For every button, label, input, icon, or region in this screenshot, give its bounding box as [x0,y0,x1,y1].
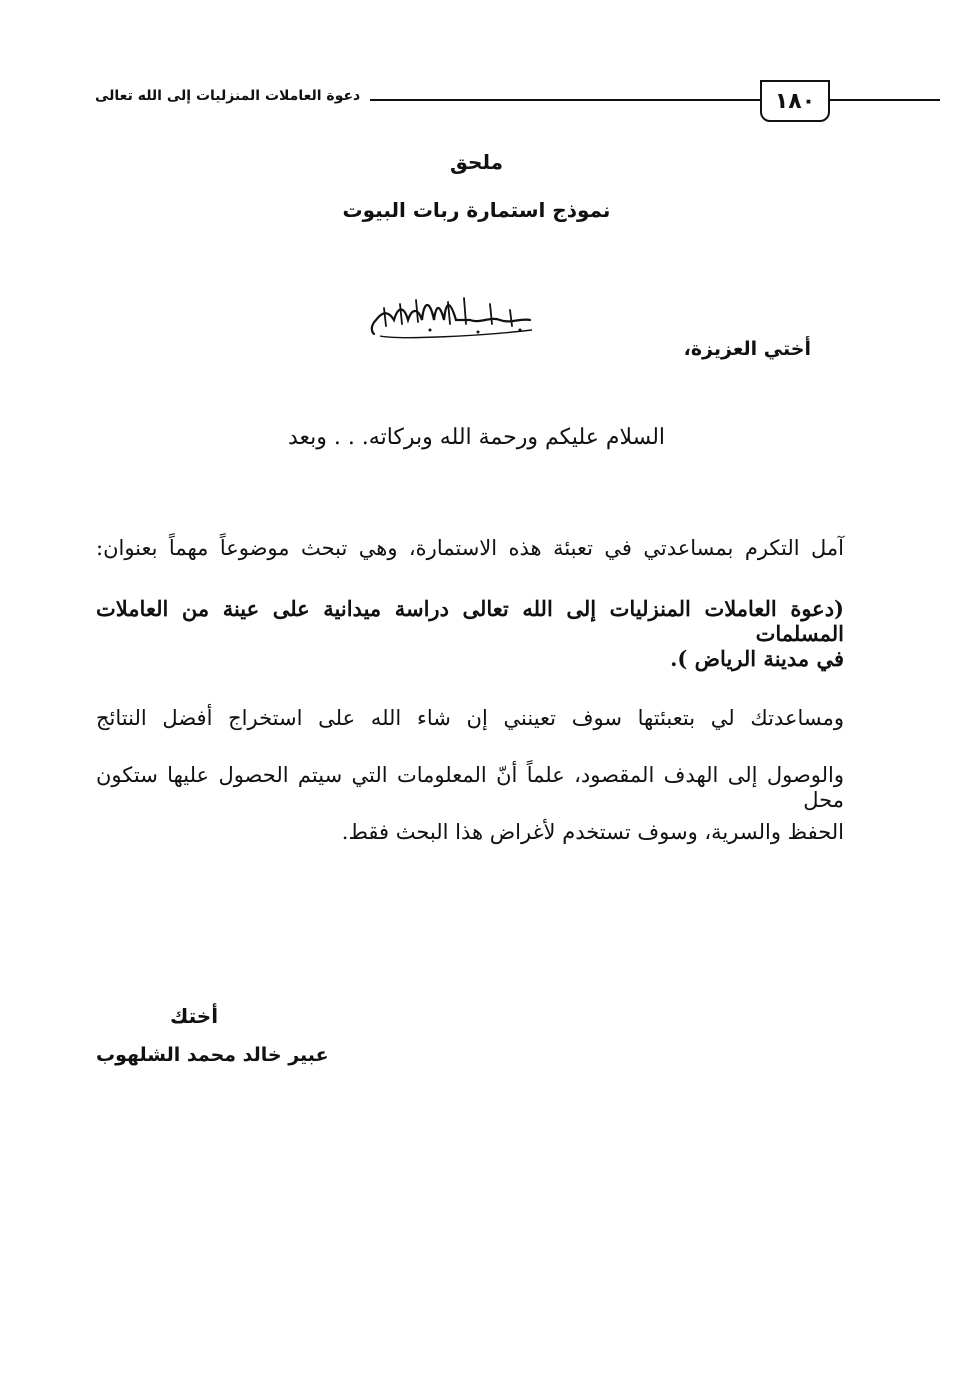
paragraph-line: ومساعدتك لي بتعبئتها سوف تعينني إن شاء الله على استخراج أفضل النتائج [96,706,844,730]
header-rule-left [370,99,760,101]
author-name: عبير خالد محمد الشلهوب [96,1044,329,1066]
basmala-calligraphy [360,290,540,342]
paragraph-line: الحفظ والسرية، وسوف تستخدم لأغراض هذا البحث فقط. [341,820,844,844]
running-header [95,72,845,128]
paragraph-line: والوصول إلى الهدف المقصود، علماً أنّ المعلومات التي سيتم الحصول عليها ستكون محل [96,763,844,813]
paragraph-line: (دعوة العاملات المنزليات إلى الله تعالى دراسة ميدانية على عينة من العاملات المسلمات [96,596,844,647]
appendix-title: ملحق [450,150,503,174]
page-number: ١٨٠ [760,80,830,122]
paragraph-line: آمل التكرم بمساعدتي في تعبئة هذه الاستمارة، وهي تبحث موضوعاً مهماً بعنوان: [96,536,844,560]
header-rule-right [830,99,940,101]
salutation: أختي العزيزة، [683,338,811,360]
signoff: أختك [170,1004,219,1028]
paragraph-line: في مدينة الرياض ). [670,646,844,671]
greeting: السلام عليكم ورحمة الله وبركاته. . . وبعد [287,425,666,450]
form-title: نموذج استمارة ربات البيوت [342,198,611,222]
running-title: دعوة العاملات المنزليات إلى الله تعالى [95,88,361,104]
